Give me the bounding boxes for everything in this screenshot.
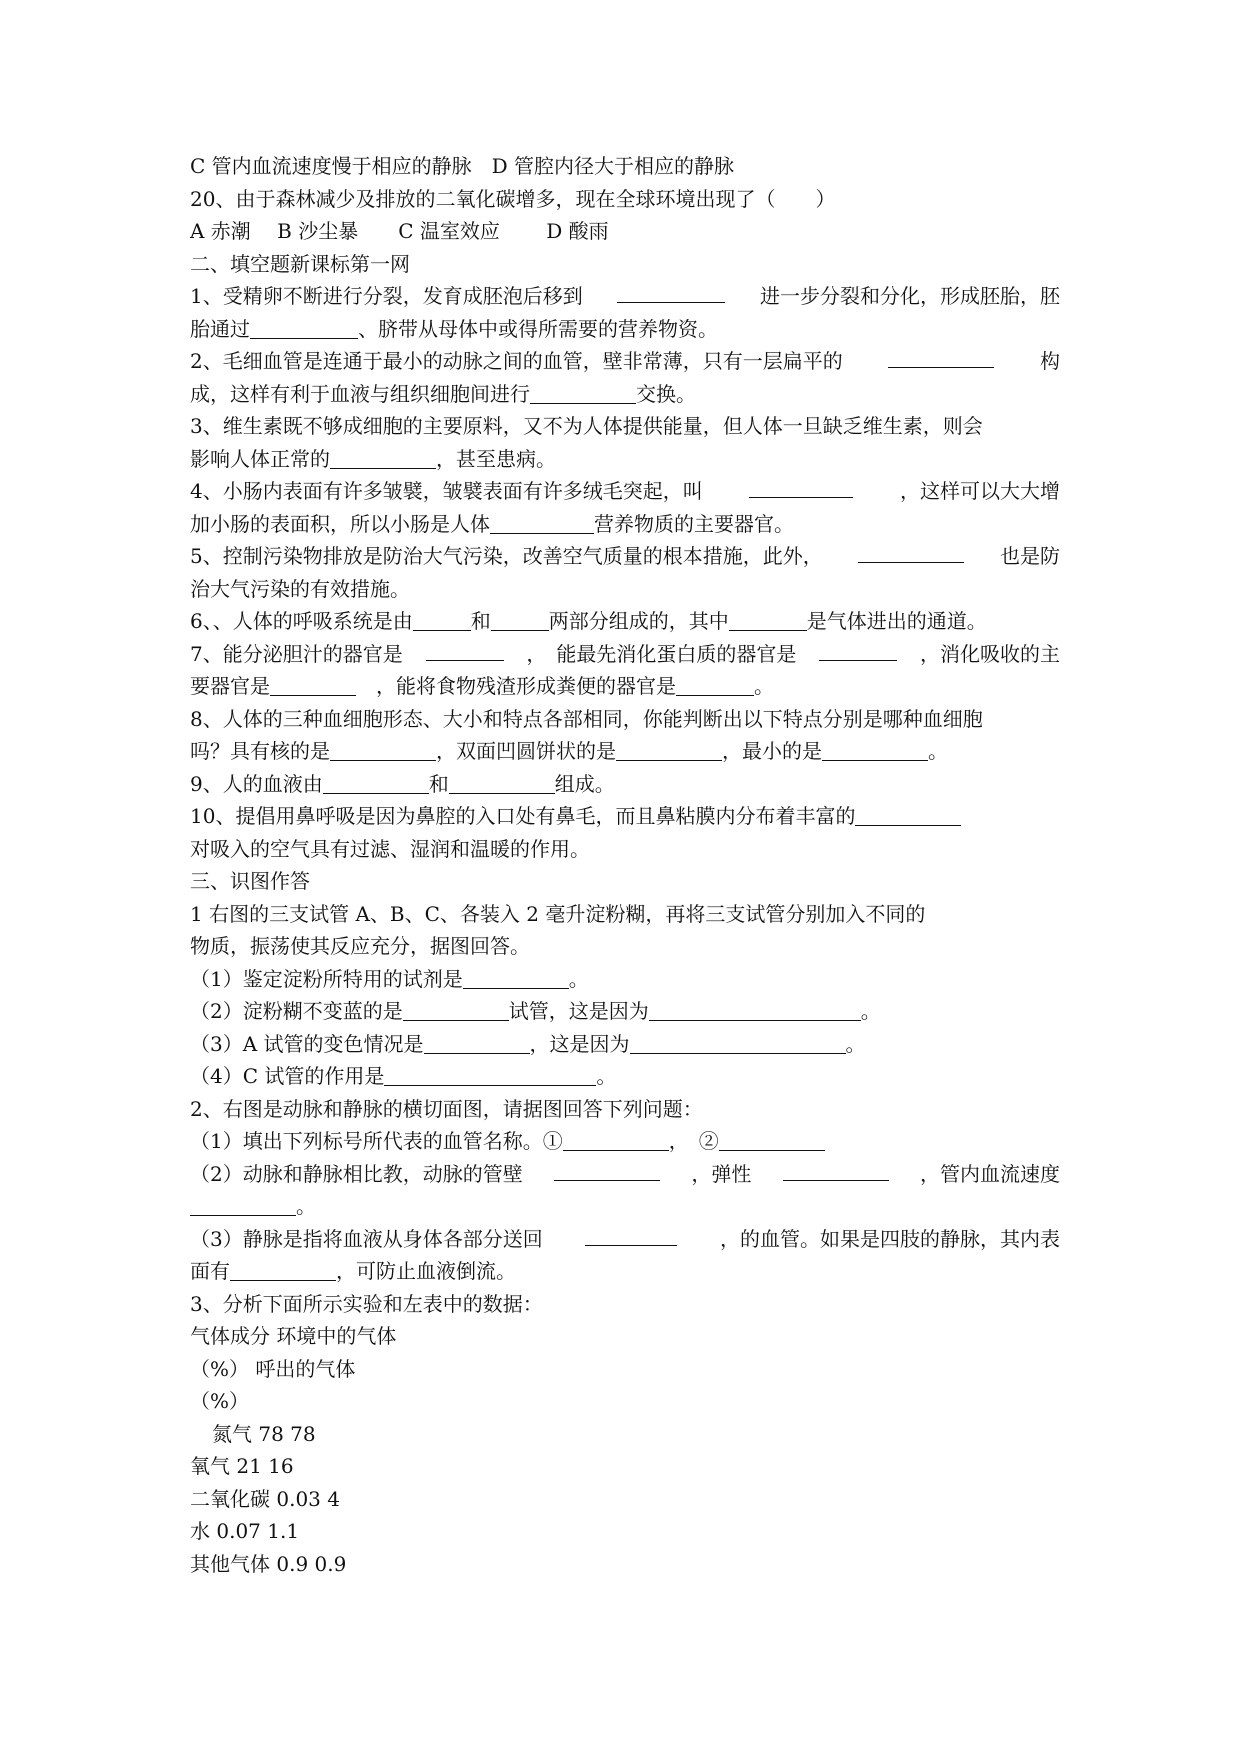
text: 和 <box>470 609 491 633</box>
diagram-q2-line1 <box>190 1093 1060 1126</box>
text: 。 <box>568 966 589 991</box>
text: ，可防止血液倒流。 <box>336 1259 516 1283</box>
gas-table-header3 <box>190 1385 1060 1418</box>
answer-blank[interactable] <box>585 1223 677 1246</box>
text: （3）A 试管的变色情况是 <box>190 1031 424 1056</box>
text: 组成。 <box>554 771 615 796</box>
text: ，的血管。如果是四肢的静脉，其内表 <box>719 1226 1060 1251</box>
answer-blank[interactable] <box>729 608 807 631</box>
answer-blank[interactable] <box>330 738 436 761</box>
fill-q7-line2 <box>190 670 1060 703</box>
text: 。 <box>754 674 774 698</box>
text: （2）淀粉糊不变蓝的是 <box>190 999 403 1023</box>
question-20 <box>190 183 1060 216</box>
text: （%） 呼出的气体 <box>190 1356 356 1381</box>
answer-blank[interactable] <box>649 998 861 1021</box>
text: ，能将食物残渣形成粪便的器官是 <box>356 674 676 698</box>
answer-blank[interactable] <box>563 1128 669 1151</box>
answer-blank[interactable] <box>190 1193 296 1216</box>
fill-q5-line1 <box>190 540 1060 573</box>
fill-q8-line2 <box>190 735 1060 768</box>
text: 。 <box>296 1194 316 1218</box>
text: 营养物质的主要器官。 <box>594 511 794 536</box>
diagram-q2-sub2-cont <box>190 1190 1060 1223</box>
text: 是气体进出的通道。 <box>806 609 987 633</box>
text: ，消化吸收的主 <box>919 641 1060 666</box>
text: ，这是因为 <box>529 1031 630 1056</box>
text: 氮气 78 78 <box>212 1421 316 1446</box>
gas-table-row-co2 <box>190 1483 1060 1516</box>
text: 3、分析下面所示实验和左表中的数据： <box>190 1291 543 1316</box>
text: （%） <box>190 1389 250 1413</box>
fill-q10-line2 <box>190 833 1060 866</box>
fill-q6 <box>190 605 1060 638</box>
text: 进一步分裂和分化，形成胚胎，胚 <box>759 284 1060 308</box>
text: ，这样可以大大增 <box>899 479 1060 503</box>
text: ，弹性 <box>691 1161 752 1186</box>
fill-q1-line2 <box>190 313 1060 346</box>
answer-blank[interactable] <box>676 673 754 696</box>
diagram-q1-line1 <box>190 898 1060 931</box>
answer-blank[interactable] <box>554 1158 660 1181</box>
text: 加小肠的表面积，所以小肠是人体 <box>190 511 490 536</box>
fill-q5-line2 <box>190 573 1060 606</box>
answer-blank[interactable] <box>323 771 429 794</box>
fill-q2-line2 <box>190 378 1060 411</box>
answer-blank[interactable] <box>250 316 358 339</box>
diagram-q1-sub2 <box>190 995 1060 1028</box>
section-heading-diagram <box>190 865 1060 898</box>
text: 20、由于森林减少及排放的二氧化碳增多，现在全球环境出现了（ ） <box>190 186 836 211</box>
text: 物质，振荡使其反应充分，据图回答。 <box>190 934 530 958</box>
diagram-q2-sub2 <box>190 1158 1060 1191</box>
text: 胎通过 <box>190 316 250 341</box>
text: ， ② <box>668 1129 719 1153</box>
answer-blank[interactable] <box>855 803 961 826</box>
text: （1）填出下列标号所代表的血管名称。① <box>190 1129 563 1153</box>
text: 也是防 <box>999 544 1060 568</box>
text: 3、维生素既不够成细胞的主要原料，又不为人体提供能量，但人体一旦缺乏维生素，则会 <box>190 414 983 438</box>
diagram-q1-line2 <box>190 930 1060 963</box>
text: 2、右图是动脉和静脉的横切面图，请据图回答下列问题： <box>190 1096 703 1121</box>
text: 面有 <box>190 1259 230 1283</box>
text: （2）动脉和静脉相比教，动脉的管壁 <box>190 1161 523 1186</box>
text: 7、能分泌胆汁的器官是 <box>190 641 403 666</box>
gas-table-row-water <box>190 1515 1060 1548</box>
text: 。 <box>845 1031 866 1056</box>
text: 两部分组成的，其中 <box>548 609 729 633</box>
text: 1 右图的三支试管 A、B、C、各装入 2 毫升淀粉糊，再将三支试管分别加入不同的 <box>190 901 926 926</box>
text: 9、人的血液由 <box>190 771 323 796</box>
answer-blank[interactable] <box>719 1128 825 1151</box>
answer-blank[interactable] <box>858 540 964 563</box>
gas-table-header2 <box>190 1353 1060 1386</box>
fill-q8-line1 <box>190 703 1060 736</box>
text: （1）鉴定淀粉所特用的试剂是 <box>190 966 463 991</box>
answer-blank[interactable] <box>463 966 569 989</box>
text: 。 <box>928 739 948 763</box>
answer-blank[interactable] <box>449 771 555 794</box>
text: 1、受精卵不断进行分裂，发育成胚泡后移到 <box>190 284 583 308</box>
answer-blank[interactable] <box>822 738 928 761</box>
fill-q2-line1 <box>190 345 1060 378</box>
text: 对吸入的空气具有过滤、湿润和温暖的作用。 <box>190 836 590 861</box>
text: 。 <box>860 999 881 1023</box>
text: 二氧化碳 0.03 4 <box>190 1486 340 1511</box>
answer-blank[interactable] <box>783 1158 889 1181</box>
diagram-q3-line1 <box>190 1288 1060 1321</box>
text: ，最小的是 <box>722 739 822 763</box>
fill-q10-line1 <box>190 800 1060 833</box>
text: ，甚至患病。 <box>436 446 556 471</box>
fill-q7-line1 <box>190 638 1060 671</box>
text: 构 <box>1039 349 1060 373</box>
text: 试管，这是因为 <box>508 999 649 1023</box>
text: 10、提倡用鼻呼吸是因为鼻腔的入口处有鼻毛，而且鼻粘膜内分布着丰富的 <box>190 804 856 828</box>
diagram-q1-sub4 <box>190 1060 1060 1093</box>
diagram-q1-sub3 <box>190 1028 1060 1061</box>
text: C 管内血流速度慢于相应的静脉 D 管腔内径大于相应的静脉 <box>190 154 735 178</box>
text: 其他气体 0.9 0.9 <box>190 1551 347 1576</box>
diagram-q1-sub1 <box>190 963 1060 996</box>
diagram-q2-sub3 <box>190 1223 1060 1256</box>
answer-blank[interactable] <box>491 608 549 631</box>
diagram-q2-sub3-cont <box>190 1255 1060 1288</box>
gas-table-row-oxygen <box>190 1450 1060 1483</box>
document-page <box>190 150 1060 1580</box>
text: 要器官是 <box>190 674 270 698</box>
fill-q4-line2 <box>190 508 1060 541</box>
text: 成，这样有利于血液与组织细胞间进行 <box>190 381 530 406</box>
text: 二、填空题新课标第一网 <box>190 251 410 276</box>
answer-blank[interactable] <box>749 475 853 498</box>
text: ，管内血流速度 <box>919 1161 1060 1186</box>
text: 4、小肠内表面有许多皱襞，皱襞表面有许多绒毛突起，叫 <box>190 479 703 503</box>
text: ，双面凹圆饼状的是 <box>436 739 616 763</box>
answer-blank[interactable] <box>424 1031 530 1054</box>
answer-blank[interactable] <box>403 998 509 1021</box>
answer-blank[interactable] <box>330 446 436 469</box>
answer-blank[interactable] <box>819 638 897 661</box>
diagram-q2-sub1 <box>190 1125 1060 1158</box>
text: （3）静脉是指将血液从身体各部分送回 <box>190 1226 543 1251</box>
text: 气体成分 环境中的气体 <box>190 1324 397 1348</box>
answer-blank[interactable] <box>630 1031 846 1054</box>
text: 影响人体正常的 <box>190 446 330 471</box>
text: ， 能最先消化蛋白质的器官是 <box>526 641 797 666</box>
text: 5、控制污染物排放是防治大气污染，改善空气质量的根本措施，此外， <box>190 544 823 568</box>
text: 治大气污染的有效措施。 <box>190 576 410 601</box>
text: 8、人体的三种血细胞形态、大小和特点各部相同，你能判断出以下特点分别是哪种血细胞 <box>190 706 983 731</box>
text: A 赤潮 B 沙尘暴 C 温室效应 D 酸雨 <box>190 219 609 243</box>
text: 2、毛细血管是连通于最小的动脉之间的血管，壁非常薄，只有一层扁平的 <box>190 349 843 373</box>
text: 和 <box>428 771 449 796</box>
gas-table-row-other <box>190 1548 1060 1581</box>
text: 交换。 <box>636 381 696 406</box>
text: 氧气 21 16 <box>190 1454 294 1478</box>
answer-blank[interactable] <box>616 738 722 761</box>
answer-blank[interactable] <box>413 608 471 631</box>
answer-blank[interactable] <box>384 1063 596 1086</box>
option-line-cd <box>190 150 1060 183</box>
text: 、脐带从母体中或得所需要的营养物资。 <box>358 316 718 341</box>
question-20-options <box>190 215 1060 248</box>
text: （4）C 试管的作用是 <box>190 1064 385 1088</box>
answer-blank[interactable] <box>530 381 636 404</box>
answer-blank[interactable] <box>888 345 994 368</box>
fill-q3-line2 <box>190 443 1060 476</box>
text: 三、识图作答 <box>190 869 310 893</box>
text: 。 <box>596 1064 617 1088</box>
fill-q9 <box>190 768 1060 801</box>
text: 6、、人体的呼吸系统是由 <box>190 609 413 633</box>
answer-blank[interactable] <box>617 280 725 303</box>
section-heading-fill-blank <box>190 248 1060 281</box>
fill-q1-line1 <box>190 280 1060 313</box>
gas-table-header1 <box>190 1320 1060 1353</box>
answer-blank[interactable] <box>490 511 594 534</box>
answer-blank[interactable] <box>230 1258 336 1281</box>
gas-table-row-nitrogen <box>212 1418 1060 1451</box>
answer-blank[interactable] <box>270 673 356 696</box>
fill-q4-line1 <box>190 475 1060 508</box>
fill-q3-line1 <box>190 410 1060 443</box>
text: 吗？具有核的是 <box>190 739 330 763</box>
text: 水 0.07 1.1 <box>190 1519 300 1543</box>
answer-blank[interactable] <box>426 638 504 661</box>
